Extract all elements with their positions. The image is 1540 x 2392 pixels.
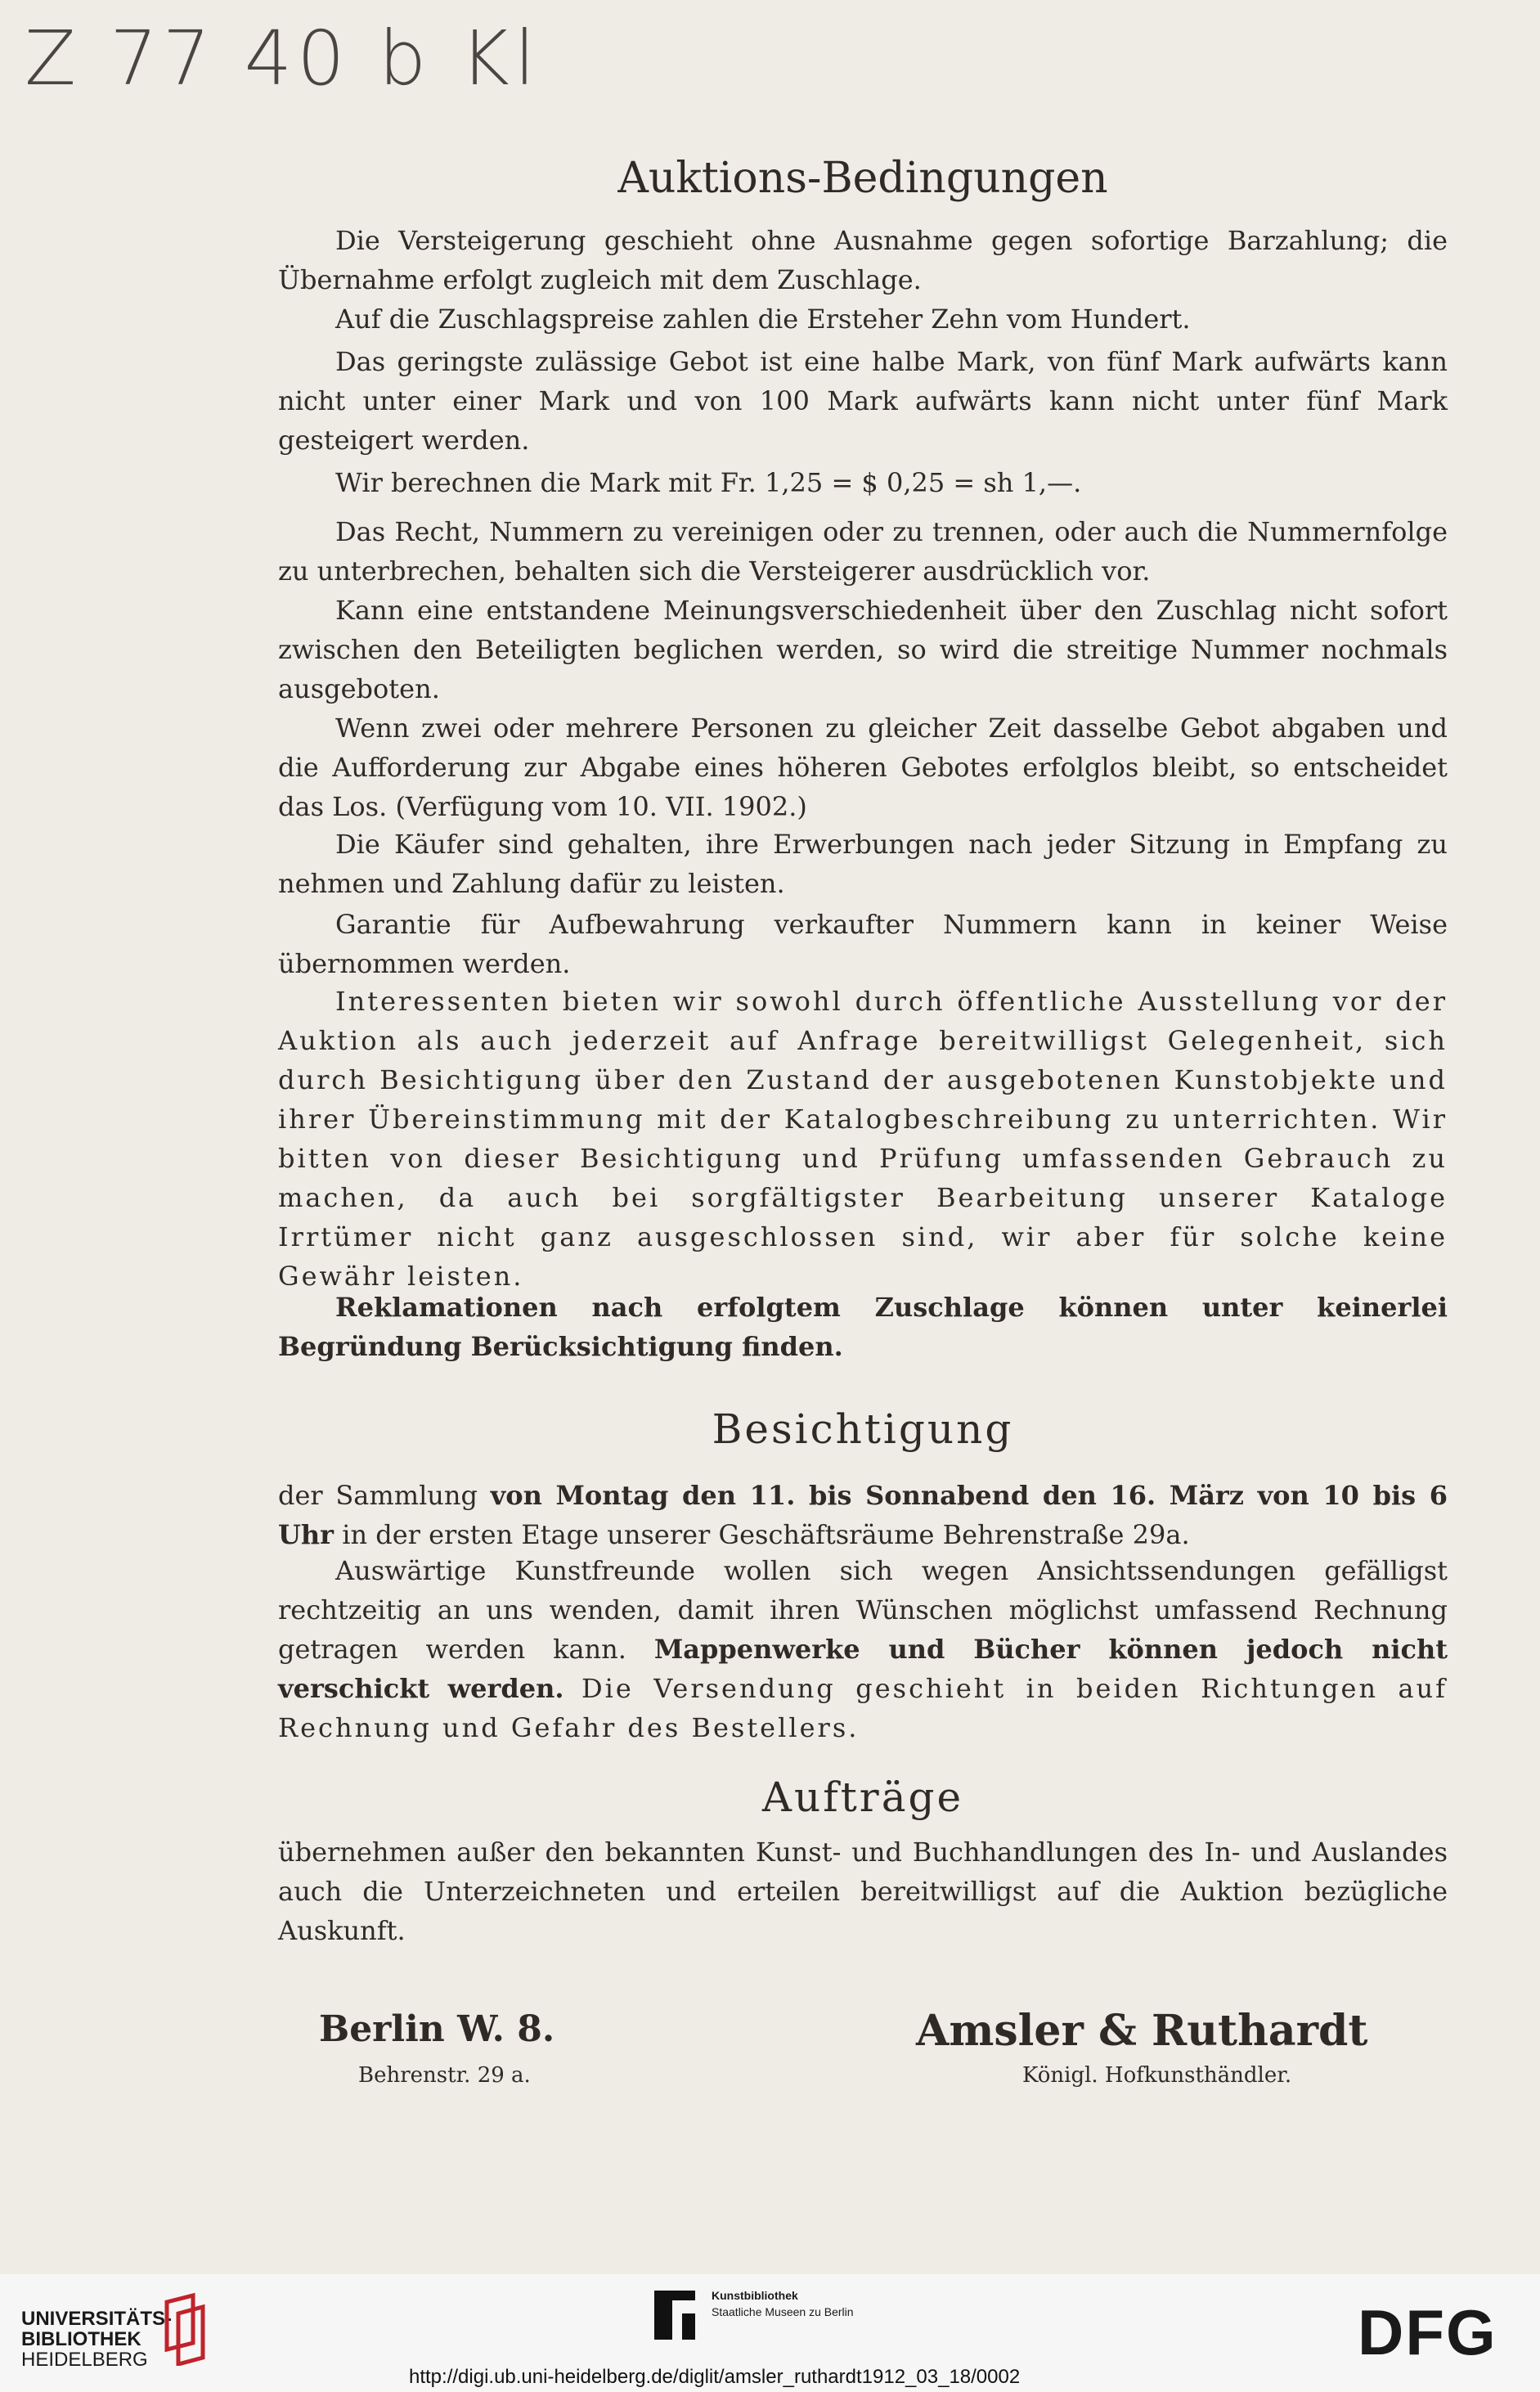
kunstbibliothek-label	[712, 2287, 854, 2320]
viewing-text-2-post: Die Versendung geschieht in beiden Richtungen auf Rechnung und Gefahr des Bestellers.	[278, 1673, 1448, 1743]
condition-2: Auf die Zuschlagspreise zahlen die Ersteher Zehn vom Hundert.	[335, 303, 1191, 335]
kunstbibliothek-logo-icon	[646, 2282, 703, 2348]
condition-1: Die Versteigerung geschieht ohne Ausnahme gegen sofortige Barzahlung; die Übernahme erfolgt zugleich mit dem Zuschlage.	[278, 225, 1448, 295]
reclamation-notice: Reklamationen nach erfolgtem Zuschlage können unter keinerlei Begründung Berücksichtigung finden.	[278, 1292, 1448, 1362]
ub-line-3: HEIDELBERG	[21, 2349, 148, 2371]
ub-line-1: UNIVERSITÄTS-	[21, 2308, 173, 2330]
signature-address: Behrenstr. 29 a.	[358, 2063, 531, 2088]
ub-line-2: BIBLIOTHEK	[21, 2328, 141, 2350]
viewing-text-2	[278, 1551, 1448, 1747]
viewing-text-1	[278, 1476, 1448, 1554]
signature-city: Berlin W. 8.	[319, 2008, 555, 2050]
permalink-url[interactable]: http://digi.ub.uni-heidelberg.de/diglit/amsler_ruthardt1912_03_18/0002	[409, 2366, 1021, 2388]
condition-10: Interessenten bieten wir sowohl durch öffentliche Ausstellung vor der Auktion als auch jederzeit auf Anfrage bereitwilligst Gelegenheit, sich durch Besichtigung über den Zustand der ausgebotenen Kunstobjekte und ihrer Übereinstimmung mit der Katalogbeschreibung zu unterrichten. Wir bitten von dieser Besichtigung und Prüfung umfassenden Gebrauch zu machen, da auch bei sorgfältigster Bearbeitung unserer Kataloge Irrtümer nicht ganz ausgeschlossen sind, wir aber für solche keine Gewähr leisten.	[278, 986, 1448, 1292]
condition-3: Das geringste zulässige Gebot ist eine halbe Mark, von fünf Mark aufwärts kann nicht unter einer Mark und von 100 Mark aufwärts kann nicht unter fünf Mark gesteigert werden.	[278, 346, 1448, 456]
viewing-text-2-pre: Auswärtige Kunstfreunde wollen sich wegen Ansichtssendungen gefälligst rechtzeitig an uns wenden, damit ihren Wünschen möglichst umfassend Rechnung getragen werden kann.	[278, 1555, 1448, 1665]
orders-text: übernehmen außer den bekannten Kunst- und Buchhandlungen des In- und Auslandes auch die Unterzeichneten und erteilen bereitwilligst auf die Auktion bezügliche Auskunft.	[278, 1837, 1448, 1946]
viewing-dates: von Montag den 11. bis Sonnabend den 16. März von 10 bis 6 Uhr	[278, 1480, 1448, 1550]
ub-heidelberg-logo-icon	[160, 2292, 218, 2366]
page-title: Auktions-Bedingungen	[617, 154, 1108, 203]
signature-firm: Amsler & Ruthardt	[916, 2006, 1368, 2056]
orders-heading: Aufträge	[761, 1774, 964, 1821]
viewing-heading: Besichtigung	[712, 1405, 1014, 1453]
kb-line-2: Staatliche Museen zu Berlin	[712, 2305, 854, 2318]
condition-5: Das Recht, Nummern zu vereinigen oder zu trennen, oder auch die Nummernfolge zu unterbrechen, behalten sich die Versteigerer ausdrücklich vor.	[278, 516, 1448, 587]
condition-7: Wenn zwei oder mehrere Personen zu gleicher Zeit dasselbe Gebot abgaben und die Aufforderung zur Abgabe eines höheren Gebotes erfolglos bleibt, so entscheidet das Los. (Verfügung vom 10. VII. 1902.)	[278, 713, 1448, 822]
condition-9: Garantie für Aufbewahrung verkaufter Nummern kann in keiner Weise übernommen werden.	[278, 909, 1448, 979]
handwritten-shelfmark: Z 77 40 b Kl	[25, 15, 541, 102]
condition-4: Wir berechnen die Mark mit Fr. 1,25 = $ 0,25 = sh 1,—.	[335, 467, 1082, 498]
ub-heidelberg-label	[21, 2309, 172, 2370]
viewing-text-1-pre: der Sammlung	[278, 1480, 478, 1511]
viewing-no-shipping-notice: Mappenwerke und Bücher können jedoch nicht verschickt werden.	[278, 1634, 1448, 1704]
dfg-logo: DFG	[1358, 2296, 1497, 2368]
condition-8: Die Käufer sind gehalten, ihre Erwerbungen nach jeder Sitzung in Empfang zu nehmen und Zahlung dafür zu leisten.	[278, 829, 1448, 899]
viewing-text-1-post: in der ersten Etage unserer Geschäftsräume Behrenstraße 29a.	[342, 1519, 1190, 1550]
kb-line-1: Kunstbibliothek	[712, 2289, 798, 2302]
signature-firm-title: Königl. Hofkunsthändler.	[1022, 2063, 1292, 2088]
condition-6: Kann eine entstandene Meinungsverschiedenheit über den Zuschlag nicht sofort zwischen den Beteiligten beglichen werden, so wird die streitige Nummer nochmals ausgeboten.	[278, 595, 1448, 704]
